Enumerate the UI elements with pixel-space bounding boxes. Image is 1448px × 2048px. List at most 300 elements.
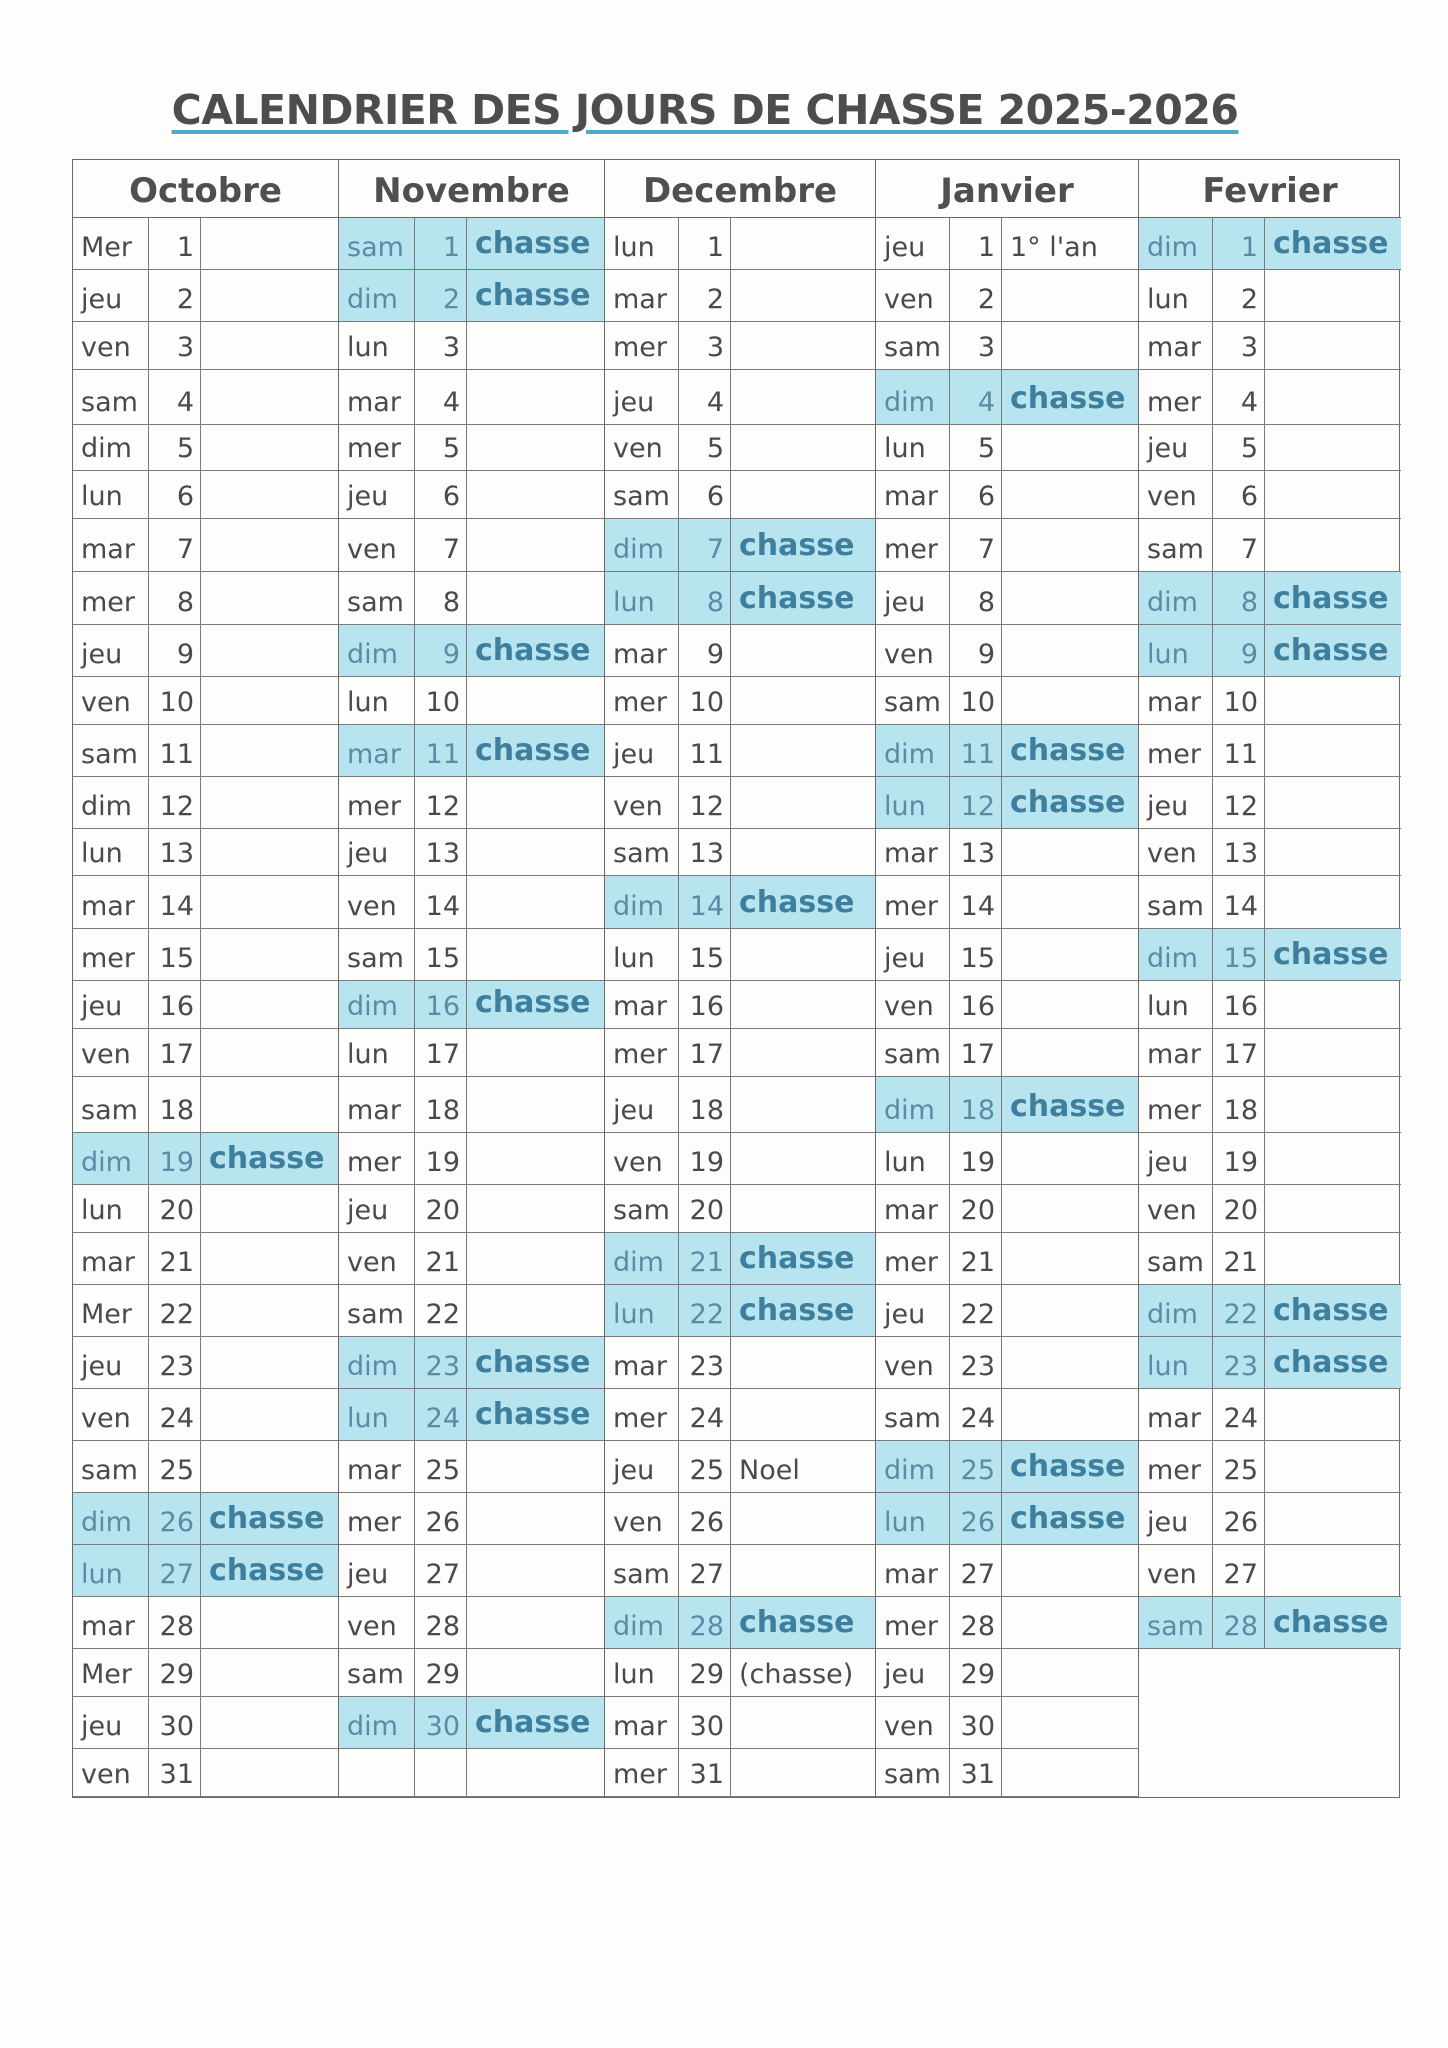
hunting-day-row <box>605 1233 875 1285</box>
weekday-cell: jeu <box>1139 777 1213 828</box>
note-cell <box>467 322 604 369</box>
weekday-cell: lun <box>1139 270 1213 321</box>
day-row <box>605 1649 875 1697</box>
day-number-cell: 7 <box>149 519 201 571</box>
day-number-cell: 24 <box>1213 1389 1265 1440</box>
day-number-cell: 6 <box>149 471 201 518</box>
weekday-cell: ven <box>73 677 149 724</box>
month-column-decembre <box>605 160 876 1797</box>
day-number-cell: 3 <box>950 322 1002 369</box>
weekday-cell: mar <box>339 1441 415 1492</box>
day-row <box>73 1749 338 1797</box>
note-cell <box>467 1441 604 1492</box>
day-row <box>1139 322 1401 370</box>
weekday-cell: lun <box>876 777 950 828</box>
hunting-day-row <box>73 1133 338 1185</box>
weekday-cell: jeu <box>73 270 149 321</box>
weekday-cell: sam <box>1139 1233 1213 1284</box>
month-column-janvier <box>876 160 1139 1797</box>
day-number-cell: 27 <box>950 1545 1002 1596</box>
note-cell <box>1265 1545 1401 1596</box>
day-number-cell: 19 <box>679 1133 731 1184</box>
day-row <box>73 725 338 777</box>
chasse-label: chasse <box>209 1501 325 1536</box>
weekday-cell: jeu <box>605 725 679 776</box>
note-cell <box>1002 1389 1138 1440</box>
day-number-cell: 7 <box>679 519 731 571</box>
hunting-calendar-table <box>72 159 1400 1798</box>
day-number-cell: 15 <box>415 929 467 980</box>
day-number-cell: 7 <box>415 519 467 571</box>
note-cell <box>201 1389 338 1440</box>
hunting-day-row <box>339 725 604 777</box>
day-row <box>605 677 875 725</box>
note-cell <box>1265 876 1401 928</box>
hunting-day-row <box>876 725 1138 777</box>
day-row <box>1139 1441 1401 1493</box>
day-row <box>339 1441 604 1493</box>
day-number-cell: 22 <box>1213 1285 1265 1336</box>
weekday-cell: Mer <box>73 218 149 269</box>
day-number-cell: 16 <box>415 981 467 1028</box>
day-row <box>876 1233 1138 1285</box>
month-header: Novembre <box>339 160 604 218</box>
note-cell <box>731 1389 875 1440</box>
weekday-cell: mer <box>605 322 679 369</box>
day-row <box>1139 1077 1401 1133</box>
day-number-cell: 5 <box>149 425 201 470</box>
weekday-cell: jeu <box>1139 1133 1213 1184</box>
chasse-label: chasse <box>209 1141 325 1176</box>
weekday-cell: dim <box>1139 1285 1213 1336</box>
day-row <box>1139 725 1401 777</box>
day-number-cell: 27 <box>679 1545 731 1596</box>
weekday-cell: ven <box>876 625 950 676</box>
day-row <box>1139 829 1401 876</box>
weekday-cell: ven <box>339 1597 415 1648</box>
note-cell: (chasse) <box>739 1659 854 1690</box>
weekday-cell: ven <box>339 876 415 928</box>
day-row <box>73 1077 338 1133</box>
day-number-cell: 29 <box>950 1649 1002 1696</box>
day-number-cell: 11 <box>1213 725 1265 776</box>
note-cell <box>1002 625 1138 676</box>
note-cell <box>201 1233 338 1284</box>
note-cell <box>1002 270 1138 321</box>
note-cell <box>1002 1285 1138 1336</box>
day-number-cell: 9 <box>415 625 467 676</box>
day-number-cell: 18 <box>415 1077 467 1132</box>
note-cell <box>1002 1133 1138 1184</box>
weekday-cell: dim <box>1139 929 1213 980</box>
chasse-label: chasse <box>209 1553 325 1588</box>
day-row <box>73 829 338 876</box>
day-number-cell: 24 <box>149 1389 201 1440</box>
note-cell <box>731 1029 875 1076</box>
weekday-cell: jeu <box>1139 1493 1213 1544</box>
weekday-cell: mer <box>605 1389 679 1440</box>
note-cell <box>201 270 338 321</box>
day-row <box>876 322 1138 370</box>
weekday-cell: mer <box>1139 1441 1213 1492</box>
day-number-cell: 24 <box>679 1389 731 1440</box>
chasse-label: chasse <box>1273 937 1389 972</box>
weekday-cell: ven <box>73 1749 149 1796</box>
weekday-cell: mar <box>73 519 149 571</box>
day-number-cell: 2 <box>149 270 201 321</box>
day-number-cell: 22 <box>415 1285 467 1336</box>
note-cell <box>467 1597 604 1648</box>
hunting-day-row <box>605 1285 875 1337</box>
weekday-cell: dim <box>1139 218 1213 269</box>
day-row <box>73 370 338 425</box>
day-number-cell: 2 <box>679 270 731 321</box>
chasse-label: chasse <box>1010 785 1126 820</box>
day-number-cell: 15 <box>950 929 1002 980</box>
chasse-label: chasse <box>1273 1605 1389 1640</box>
day-number-cell: 22 <box>679 1285 731 1336</box>
day-number-cell: 27 <box>149 1545 201 1596</box>
chasse-label: chasse <box>475 733 591 768</box>
hunting-day-row <box>1139 218 1401 270</box>
hunting-day-row <box>876 1077 1138 1133</box>
day-number-cell: 17 <box>415 1029 467 1076</box>
day-number-cell: 26 <box>679 1493 731 1544</box>
day-number-cell: 1 <box>415 218 467 269</box>
day-row <box>876 625 1138 677</box>
day-row <box>1139 1185 1401 1233</box>
day-number-cell: 18 <box>149 1077 201 1132</box>
day-number-cell: 24 <box>950 1389 1002 1440</box>
note-cell <box>467 1493 604 1544</box>
day-number-cell: 18 <box>1213 1077 1265 1132</box>
note-cell <box>201 1077 338 1132</box>
day-row <box>605 725 875 777</box>
day-row <box>876 1697 1138 1749</box>
weekday-cell: mar <box>605 1337 679 1388</box>
day-row <box>339 572 604 625</box>
day-row <box>605 981 875 1029</box>
weekday-cell: mer <box>339 1133 415 1184</box>
weekday-cell: jeu <box>73 1337 149 1388</box>
weekday-cell: ven <box>605 777 679 828</box>
day-row <box>339 1597 604 1649</box>
day-number-cell: 29 <box>415 1649 467 1696</box>
day-number-cell: 4 <box>1213 370 1265 424</box>
day-row <box>605 1697 875 1749</box>
note-cell <box>1265 1029 1401 1076</box>
day-row <box>339 1649 604 1697</box>
day-row <box>339 322 604 370</box>
note-cell <box>201 370 338 424</box>
weekday-cell: lun <box>1139 625 1213 676</box>
day-row <box>1139 1389 1401 1441</box>
chasse-label: chasse <box>1010 1449 1126 1484</box>
weekday-cell: ven <box>876 1337 950 1388</box>
note-cell <box>731 425 875 470</box>
hunting-day-row <box>339 1697 604 1749</box>
hunting-day-row <box>876 777 1138 829</box>
weekday-cell: mar <box>339 370 415 424</box>
weekday-cell: lun <box>339 677 415 724</box>
day-row <box>1139 1133 1401 1185</box>
weekday-cell: dim <box>605 519 679 571</box>
weekday-cell: jeu <box>876 572 950 624</box>
note-cell <box>201 625 338 676</box>
hunting-day-row <box>605 572 875 625</box>
day-number-cell: 23 <box>415 1337 467 1388</box>
day-number-cell: 10 <box>149 677 201 724</box>
note-cell <box>201 1185 338 1232</box>
day-row <box>1139 876 1401 929</box>
chasse-label: chasse <box>739 1241 855 1276</box>
weekday-cell: mar <box>605 1697 679 1748</box>
weekday-cell: jeu <box>876 1649 950 1696</box>
day-number-cell: 9 <box>1213 625 1265 676</box>
note-cell <box>467 1649 604 1696</box>
day-row <box>876 1133 1138 1185</box>
day-row <box>1139 777 1401 829</box>
day-number-cell: 17 <box>950 1029 1002 1076</box>
weekday-cell: jeu <box>1139 425 1213 470</box>
weekday-cell: jeu <box>876 929 950 980</box>
day-row <box>73 677 338 725</box>
note-cell <box>731 677 875 724</box>
weekday-cell: lun <box>73 1545 149 1596</box>
day-number-cell: 19 <box>149 1133 201 1184</box>
note-cell <box>731 1493 875 1544</box>
weekday-cell: ven <box>876 981 950 1028</box>
day-number-cell: 11 <box>679 725 731 776</box>
note-cell <box>1265 471 1401 518</box>
weekday-cell: dim <box>339 981 415 1028</box>
day-number-cell: 21 <box>149 1233 201 1284</box>
day-number-cell: 6 <box>415 471 467 518</box>
weekday-cell: lun <box>73 829 149 875</box>
note-cell <box>467 1029 604 1076</box>
day-row <box>339 1285 604 1337</box>
day-row <box>73 1649 338 1697</box>
day-number-cell: 18 <box>679 1077 731 1132</box>
weekday-cell: dim <box>876 725 950 776</box>
hunting-day-row <box>1139 929 1401 981</box>
note-cell <box>1002 1029 1138 1076</box>
day-row <box>73 1697 338 1749</box>
weekday-cell: mer <box>339 777 415 828</box>
day-row <box>339 471 604 519</box>
weekday-cell: jeu <box>339 1185 415 1232</box>
weekday-cell: ven <box>876 270 950 321</box>
note-cell <box>1265 1493 1401 1544</box>
weekday-cell: mar <box>1139 1029 1213 1076</box>
weekday-cell: Mer <box>73 1285 149 1336</box>
note-cell <box>731 270 875 321</box>
day-number-cell: 31 <box>149 1749 201 1796</box>
day-number-cell: 12 <box>415 777 467 828</box>
day-row <box>605 1029 875 1077</box>
note-cell <box>731 1337 875 1388</box>
day-row <box>876 929 1138 981</box>
weekday-cell: mer <box>73 929 149 980</box>
weekday-cell: lun <box>339 1029 415 1076</box>
weekday-cell: ven <box>1139 1185 1213 1232</box>
day-number-cell: 28 <box>950 1597 1002 1648</box>
note-cell <box>731 929 875 980</box>
day-number-cell: 14 <box>1213 876 1265 928</box>
weekday-cell: mar <box>339 725 415 776</box>
note-cell <box>1002 322 1138 369</box>
weekday-cell: ven <box>605 1493 679 1544</box>
chasse-label: chasse <box>1273 1345 1389 1380</box>
day-number-cell: 1 <box>950 218 1002 269</box>
note-cell <box>467 677 604 724</box>
note-cell <box>1002 425 1138 470</box>
weekday-cell: mer <box>605 677 679 724</box>
weekday-cell: ven <box>605 1133 679 1184</box>
chasse-label: chasse <box>1010 1089 1126 1124</box>
day-row <box>339 519 604 572</box>
weekday-cell: ven <box>73 1389 149 1440</box>
note-cell <box>467 370 604 424</box>
weekday-cell: lun <box>876 425 950 470</box>
note-cell <box>201 1749 338 1796</box>
day-number-cell: 2 <box>1213 270 1265 321</box>
day-row <box>605 425 875 471</box>
weekday-cell: mar <box>1139 1389 1213 1440</box>
weekday-cell: dim <box>876 1077 950 1132</box>
weekday-cell: sam <box>339 572 415 624</box>
weekday-cell: lun <box>339 1389 415 1440</box>
day-number-cell: 8 <box>415 572 467 624</box>
weekday-cell: dim <box>339 1697 415 1748</box>
day-row <box>73 1441 338 1493</box>
day-number-cell: 5 <box>950 425 1002 470</box>
day-number-cell: 15 <box>679 929 731 980</box>
day-number-cell: 21 <box>950 1233 1002 1284</box>
day-number-cell: 19 <box>950 1133 1002 1184</box>
note-cell: 1° l'an <box>1010 232 1098 263</box>
day-number-cell: 14 <box>415 876 467 928</box>
day-number-cell: 11 <box>149 725 201 776</box>
note-cell: Noel <box>739 1455 800 1486</box>
weekday-cell: lun <box>876 1133 950 1184</box>
note-cell <box>1002 1749 1138 1796</box>
weekday-cell: mer <box>605 1749 679 1796</box>
note-cell <box>1002 1233 1138 1284</box>
weekday-cell: dim <box>339 270 415 321</box>
weekday-cell: ven <box>605 425 679 470</box>
hunting-day-row <box>1139 625 1401 677</box>
weekday-cell: sam <box>1139 876 1213 928</box>
note-cell <box>731 1749 875 1796</box>
weekday-cell: lun <box>73 471 149 518</box>
note-cell <box>201 1597 338 1648</box>
day-number-cell: 30 <box>149 1697 201 1748</box>
day-number-cell: 13 <box>149 829 201 875</box>
note-cell <box>1002 1649 1138 1696</box>
weekday-cell: jeu <box>339 829 415 875</box>
day-row <box>605 1545 875 1597</box>
weekday-cell: ven <box>73 322 149 369</box>
weekday-cell: lun <box>605 1649 679 1696</box>
weekday-cell: sam <box>605 471 679 518</box>
weekday-cell: mar <box>605 981 679 1028</box>
day-number-cell: 5 <box>415 425 467 470</box>
note-cell <box>467 519 604 571</box>
note-cell <box>201 572 338 624</box>
note-cell <box>467 425 604 470</box>
day-number-cell: 7 <box>1213 519 1265 571</box>
note-cell <box>1002 981 1138 1028</box>
weekday-cell: jeu <box>339 471 415 518</box>
day-number-cell: 4 <box>950 370 1002 424</box>
day-number-cell: 1 <box>149 218 201 269</box>
day-row <box>73 1337 338 1389</box>
day-row <box>605 929 875 981</box>
page-title-text: CALENDRIER DES JOURS DE CHASSE 2025-2026 <box>171 86 1239 134</box>
weekday-cell: sam <box>605 1185 679 1232</box>
chasse-label: chasse <box>739 885 855 920</box>
note-cell <box>1265 725 1401 776</box>
day-number-cell: 29 <box>679 1649 731 1696</box>
note-cell <box>731 1545 875 1596</box>
weekday-cell: mar <box>876 829 950 875</box>
weekday-cell: jeu <box>73 625 149 676</box>
day-number-cell: 29 <box>149 1649 201 1696</box>
weekday-cell: ven <box>73 1029 149 1076</box>
weekday-cell: mar <box>605 270 679 321</box>
day-number-cell: 9 <box>679 625 731 676</box>
day-row <box>73 876 338 929</box>
day-row <box>876 829 1138 876</box>
weekday-cell: lun <box>605 572 679 624</box>
day-number-cell: 14 <box>950 876 1002 928</box>
note-cell <box>201 322 338 369</box>
note-cell <box>201 425 338 470</box>
hunting-day-row <box>339 1337 604 1389</box>
weekday-cell: ven <box>1139 829 1213 875</box>
hunting-day-row <box>339 1389 604 1441</box>
chasse-label: chasse <box>739 1605 855 1640</box>
chasse-label: chasse <box>1010 381 1126 416</box>
day-number-cell: 25 <box>1213 1441 1265 1492</box>
day-row <box>1139 981 1401 1029</box>
day-row <box>339 876 604 929</box>
day-row <box>605 1133 875 1185</box>
weekday-cell: ven <box>1139 1545 1213 1596</box>
chasse-label: chasse <box>739 1293 855 1328</box>
day-number-cell: 27 <box>1213 1545 1265 1596</box>
note-cell <box>1002 1597 1138 1648</box>
hunting-day-row <box>1139 572 1401 625</box>
note-cell <box>1265 270 1401 321</box>
weekday-cell: mar <box>605 625 679 676</box>
note-cell <box>201 725 338 776</box>
note-cell <box>201 471 338 518</box>
day-number-cell: 16 <box>679 981 731 1028</box>
note-cell <box>731 1077 875 1132</box>
day-number-cell: 15 <box>1213 929 1265 980</box>
day-row <box>1139 425 1401 471</box>
hunting-day-row <box>876 370 1138 425</box>
day-number-cell: 30 <box>679 1697 731 1748</box>
day-number-cell: 20 <box>415 1185 467 1232</box>
hunting-day-row <box>1139 1285 1401 1337</box>
day-number-cell: 3 <box>415 322 467 369</box>
note-cell <box>731 1133 875 1184</box>
note-cell <box>1265 519 1401 571</box>
day-number-cell: 6 <box>679 471 731 518</box>
